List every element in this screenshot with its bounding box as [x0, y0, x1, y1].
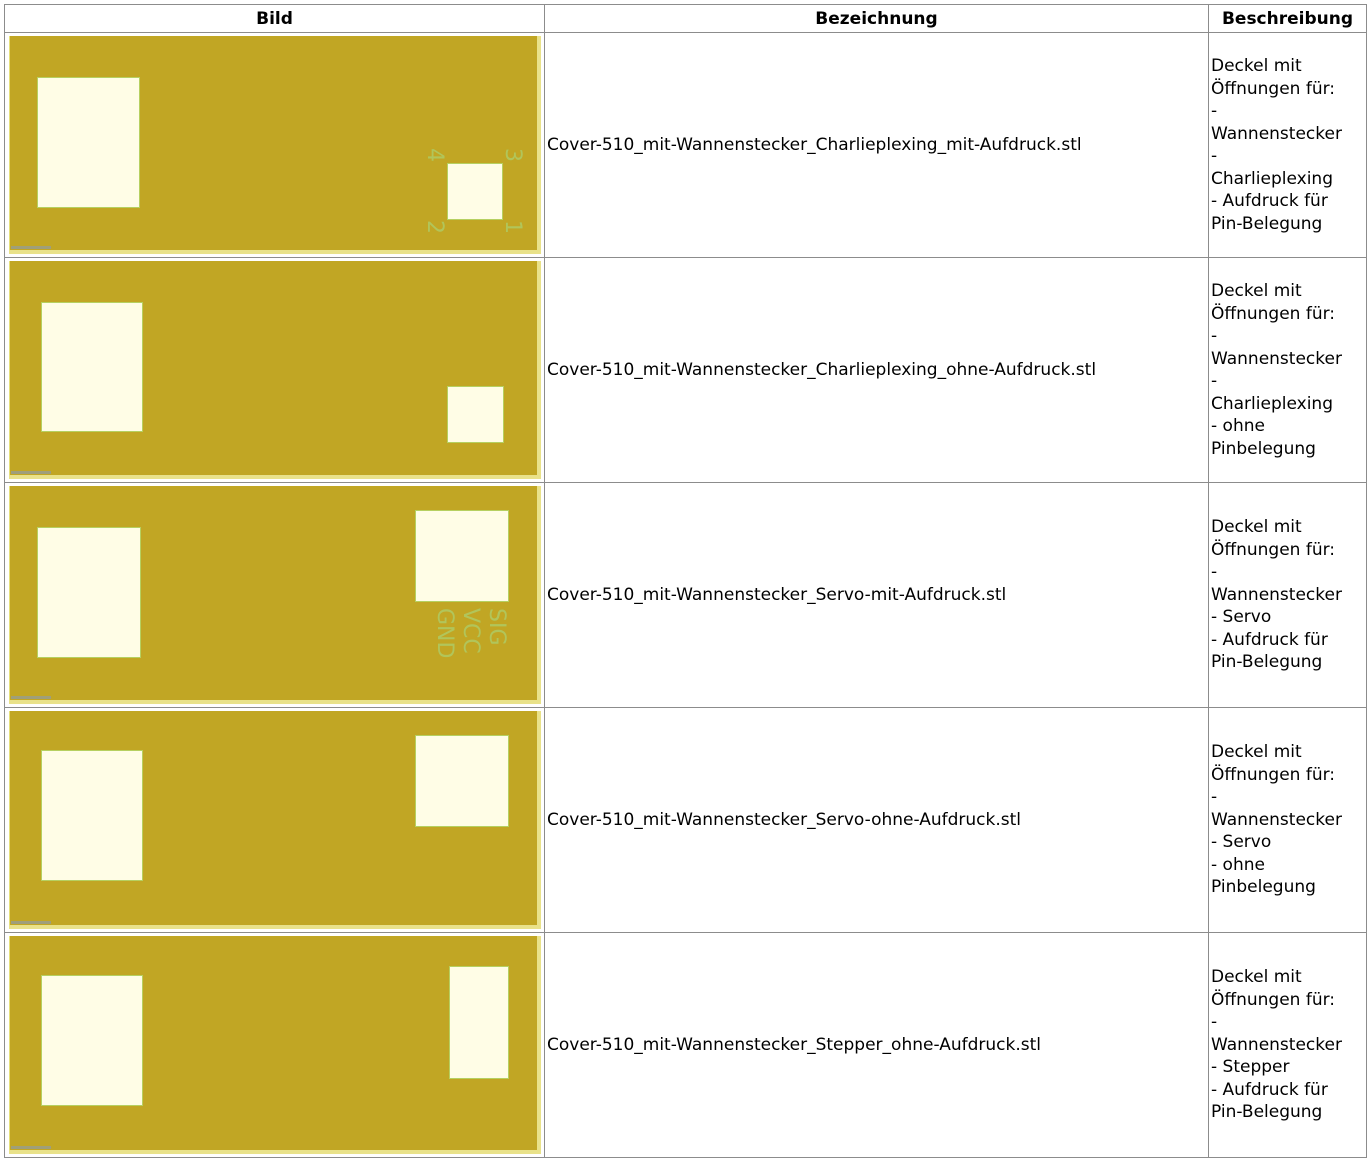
tiny-caption — [11, 246, 51, 249]
file-description: Deckel mit Öffnungen für: - Wannenstecker - Stepper - Aufdruck für Pin-Belegung — [1209, 933, 1367, 1158]
pin-label: 4 — [422, 147, 447, 162]
pin-label: GND — [432, 607, 457, 658]
connector-opening — [37, 527, 141, 658]
pin-opening — [415, 735, 509, 827]
file-name: Cover-510_mit-Wannenstecker_Stepper_ohne-Aufdruck.stl — [545, 933, 1209, 1158]
pin-label: 3 — [500, 147, 525, 162]
header-bezeichnung: Bezeichnung — [545, 5, 1209, 33]
header-bild: Bild — [5, 5, 545, 33]
pin-opening — [447, 386, 504, 443]
connector-opening — [41, 302, 143, 432]
image-cell — [5, 258, 545, 483]
table-row — [5, 258, 1367, 483]
file-name: Cover-510_mit-Wannenstecker_Charlieplexing_ohne-Aufdruck.stl — [545, 258, 1209, 483]
file-description: Deckel mit Öffnungen für: - Wannenstecker - Charlieplexing - ohne Pinbelegung — [1209, 258, 1367, 483]
file-description: Deckel mit Öffnungen für: - Wannenstecker - Charlieplexing - Aufdruck für Pin-Belegung — [1209, 33, 1367, 258]
table-header-row — [5, 5, 1367, 33]
file-name: Cover-510_mit-Wannenstecker_Servo-ohne-Aufdruck.stl — [545, 708, 1209, 933]
tiny-caption — [11, 696, 51, 699]
pin-label: SIG — [484, 607, 509, 646]
pin-opening — [449, 966, 509, 1079]
tiny-caption — [11, 471, 51, 474]
connector-opening — [37, 77, 140, 208]
pin-opening — [415, 510, 509, 602]
file-name: Cover-510_mit-Wannenstecker_Charlieplexing_mit-Aufdruck.stl — [545, 33, 1209, 258]
table-row — [5, 483, 1367, 708]
stl-files-table — [4, 4, 1367, 1158]
cover-preview-image[interactable] — [9, 261, 541, 479]
file-description: Deckel mit Öffnungen für: - Wannenstecker - Servo - ohne Pinbelegung — [1209, 708, 1367, 933]
table-row — [5, 933, 1367, 1158]
header-beschreibung: Beschreibung — [1209, 5, 1367, 33]
table-row — [5, 708, 1367, 933]
image-cell — [5, 33, 545, 258]
table-row — [5, 33, 1367, 258]
tiny-caption — [11, 1146, 51, 1149]
cover-preview-image[interactable] — [9, 486, 541, 704]
file-description: Deckel mit Öffnungen für: - Wannenstecker - Servo - Aufdruck für Pin-Belegung — [1209, 483, 1367, 708]
tiny-caption — [11, 921, 51, 924]
cover-preview-image[interactable] — [9, 936, 541, 1154]
cover-preview-image[interactable] — [9, 36, 541, 254]
cover-preview-image[interactable] — [9, 711, 541, 929]
pin-label: 1 — [500, 219, 525, 234]
pin-opening — [447, 163, 503, 220]
image-cell — [5, 483, 545, 708]
connector-opening — [41, 975, 143, 1106]
file-name: Cover-510_mit-Wannenstecker_Servo-mit-Aufdruck.stl — [545, 483, 1209, 708]
image-cell — [5, 708, 545, 933]
image-cell — [5, 933, 545, 1158]
pin-label: VCC — [458, 607, 483, 654]
pin-label: 2 — [422, 219, 447, 234]
connector-opening — [41, 750, 143, 881]
